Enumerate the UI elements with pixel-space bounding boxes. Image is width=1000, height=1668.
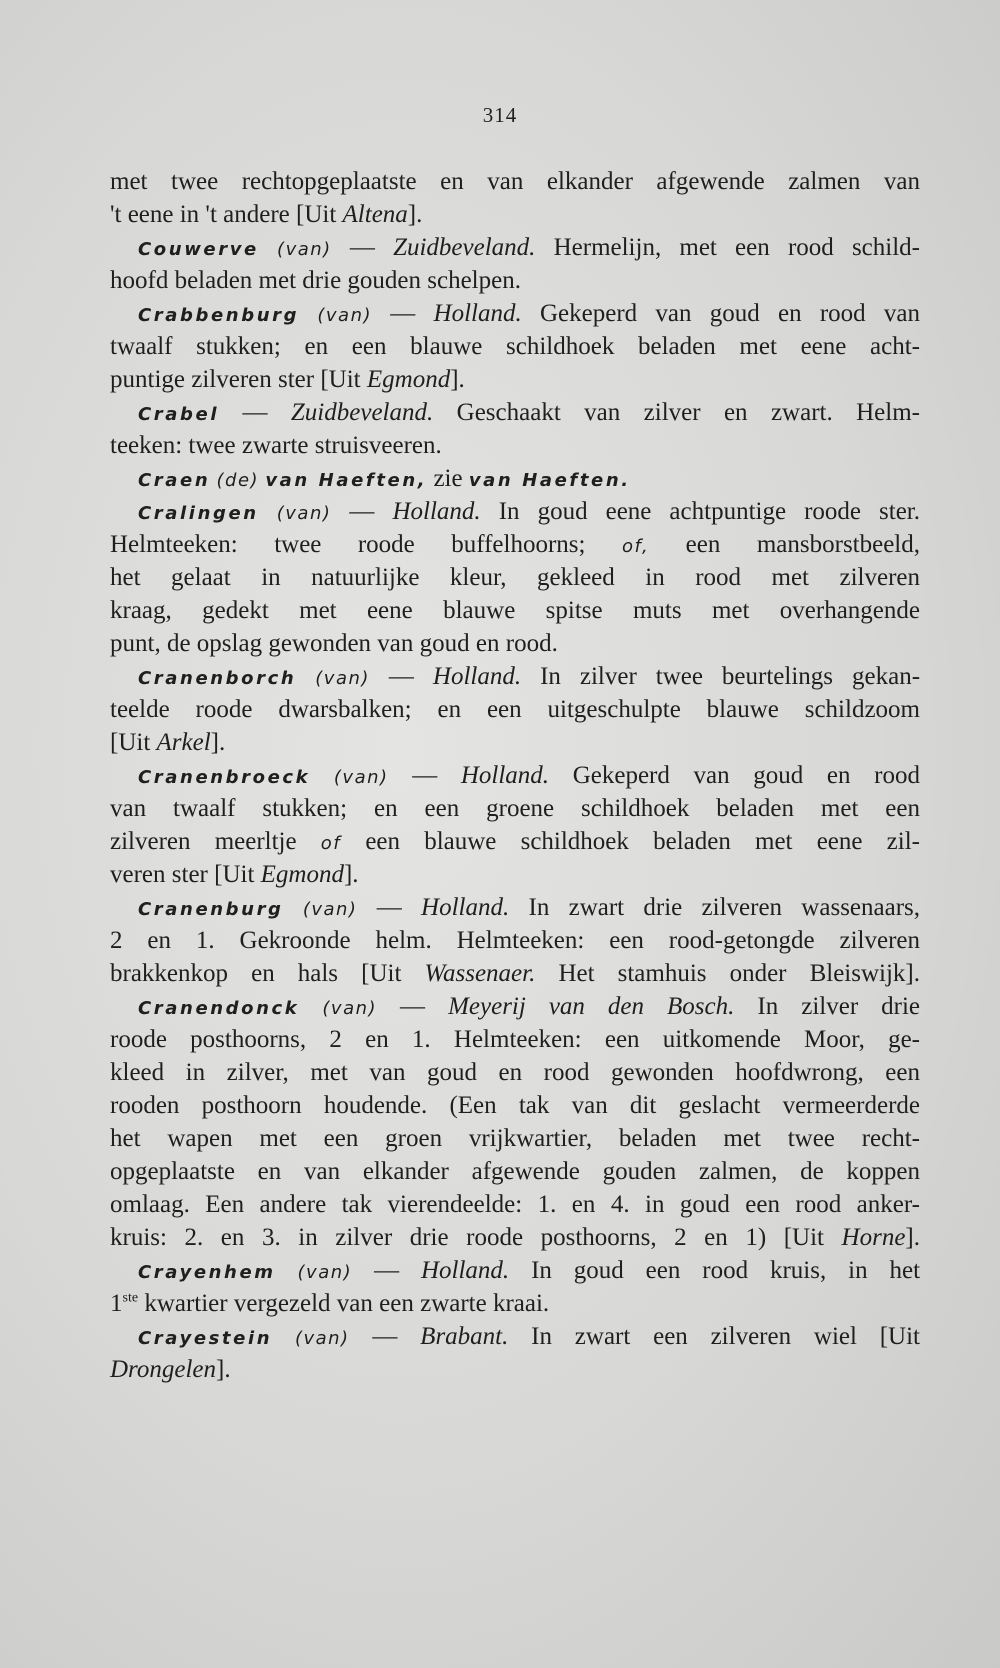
dash: — [369, 663, 433, 690]
entry-particle: (van) [317, 305, 372, 326]
entry-heading: Cranenburg [138, 899, 284, 920]
entry-particle: (van) [294, 1328, 350, 1349]
text-run: een mansborstbeeld, [649, 531, 921, 558]
text-line [110, 429, 920, 462]
text-line [110, 165, 920, 198]
entry-particle: (van) [302, 899, 358, 920]
text-run: ]. [216, 1356, 231, 1383]
text-line [110, 594, 920, 627]
text-line [110, 726, 920, 759]
text-run: In goud een rood kruis, in het [509, 1257, 921, 1284]
entry-heading: Cranendonck [138, 998, 300, 1019]
entry-particle: (van) [277, 239, 332, 260]
text-line [110, 330, 920, 363]
entry-crabbenburg [110, 297, 920, 330]
text-run: twaalf stukken; en een blauwe schildhoek beladen met eene acht- [110, 333, 920, 360]
place-name: Holland. [420, 1257, 510, 1284]
text-run: In zilver drie [734, 993, 921, 1020]
place-name: Drongelen [110, 1356, 216, 1383]
text-run: Hermelijn, met een rood schild- [535, 234, 920, 261]
text-line [110, 264, 920, 297]
text-run: brakkenkop en hals [Uit [110, 960, 425, 987]
text-run: kraag, gedekt met eene blauwe spitse muts met overhangende [110, 597, 920, 624]
text-line [110, 1188, 920, 1221]
dash: — [352, 1257, 421, 1284]
page-text [110, 165, 920, 1386]
text-run: kleed in zilver, met van goud en rood gewonden hoofdwrong, een [110, 1059, 920, 1086]
place-name: Holland. [421, 894, 510, 921]
text-run: een blauwe schildhoek beladen met eene zil- [341, 828, 920, 855]
text-run: roode posthoorns, 2 en 1. Helmteeken: een uitkomende Moor, ge- [110, 1026, 920, 1053]
text-line [110, 693, 920, 726]
entry-particle: (van) [322, 998, 378, 1019]
text-run: teeken: twee zwarte struisveeren. [110, 432, 442, 459]
entry-particle: (van) [315, 668, 370, 689]
text-line [110, 561, 920, 594]
text-line [110, 528, 920, 561]
entry-heading: Cranenbroeck [138, 767, 311, 788]
text-line [110, 957, 920, 990]
text-line [110, 792, 920, 825]
text-line [110, 363, 920, 396]
text-run: opgeplaatste en van elkander afgewende gouden zalmen, de koppen [110, 1158, 920, 1185]
text-run: zie [427, 465, 469, 492]
place-name: Arkel [156, 729, 211, 756]
text-line [110, 1023, 920, 1056]
text-run: Geschaakt van zilver en zwart. Helm- [433, 399, 920, 426]
dash: — [357, 894, 422, 921]
superscript: ste [122, 1290, 139, 1306]
place-name: Holland. [432, 663, 522, 690]
text-run: Het stamhuis onder Bleiswijk]. [535, 960, 920, 987]
text-run: In zilver twee beurtelings gekan- [521, 663, 921, 690]
text-run: 2 en 1. Gekroonde helm. Helmteeken: een rood-getongde zilveren [110, 927, 920, 954]
alternative-marker: of [320, 833, 342, 854]
text-run: Gekeperd van goud en rood van [521, 300, 921, 327]
text-line [110, 1155, 920, 1188]
alternative-marker: of, [621, 536, 650, 557]
text-line [110, 1353, 920, 1386]
text-run: ]. [210, 729, 226, 756]
text-run: Gekeperd van goud en rood [549, 762, 921, 789]
text-run: 1 [110, 1290, 123, 1317]
text-run: 't eene in 't andere [Uit [110, 201, 343, 228]
text-run: het wapen met een groen vrijkwartier, beladen met twee recht- [110, 1125, 920, 1152]
entry-heading: Crabel [138, 404, 220, 425]
place-name: Holland. [460, 762, 550, 789]
text-run: omlaag. Een andere tak vierendeelde: 1. en 4. in goud een rood anker- [110, 1191, 920, 1218]
entry-heading: Cralingen [138, 503, 259, 524]
entry-cranenbroeck [110, 759, 920, 792]
place-name: Zuidbeveland. [393, 234, 536, 261]
place-name: Zuidbeveland. [290, 399, 434, 426]
text-line [110, 1056, 920, 1089]
dash: — [372, 300, 434, 327]
entry-heading: van Haeften, [265, 470, 428, 491]
text-line [110, 924, 920, 957]
text-run: rooden posthoorn houdende. (Een tak van dit geslacht vermeerderde [110, 1092, 920, 1119]
place-name: Horne [841, 1224, 906, 1251]
text-run: veren ster [Uit [110, 861, 261, 888]
place-name: Holland. [433, 300, 522, 327]
entry-heading: Craen [138, 470, 211, 491]
text-run: puntige zilveren ster [Uit [110, 366, 367, 393]
text-run: In zwart een zilveren wiel [Uit [508, 1323, 920, 1350]
text-run: In goud eene achtpuntige roode ster. [480, 498, 921, 525]
text-run: ]. [450, 366, 465, 393]
place-name: Holland. [392, 498, 481, 525]
entry-cralingen [110, 495, 920, 528]
text-line [110, 825, 920, 858]
text-run: ]. [407, 201, 423, 228]
entry-cranenborch [110, 660, 920, 693]
text-run: Helmteeken: twee roode buffelhoorns; [110, 531, 622, 558]
entry-crabel [110, 396, 920, 429]
text-run: kruis: 2. en 3. in zilver drie roode posthoorns, 2 en 1) [Uit [110, 1224, 842, 1251]
text-run: het gelaat in natuurlijke kleur, gekleed in rood met zilveren [110, 564, 920, 591]
text-line [110, 858, 920, 891]
text-run: [Uit [110, 729, 157, 756]
entry-crayenhem [110, 1254, 920, 1287]
entry-particle: (de) [216, 470, 260, 491]
place-name: Altena [342, 201, 408, 228]
text-run: zilveren meerltje [110, 828, 321, 855]
dash: — [219, 399, 291, 426]
place-name: Meyerij van den Bosch. [448, 993, 735, 1020]
dash: — [377, 993, 449, 1020]
page-number: 314 [482, 103, 518, 127]
entry-heading: Crayestein [138, 1328, 273, 1349]
text-run: ]. [905, 1224, 920, 1251]
dash: — [331, 234, 394, 261]
text-line [110, 1089, 920, 1122]
text-run: ]. [343, 861, 359, 888]
text-run: met twee rechtopgeplaatste en van elkander afgewende zalmen van [110, 168, 920, 195]
text-line [110, 1221, 920, 1254]
entry-cranenburg [110, 891, 920, 924]
place-name: Wassenaer. [424, 960, 536, 987]
entry-particle: (van) [276, 503, 332, 524]
text-run: punt, de opslag gewonden van goud en rood. [110, 630, 558, 657]
entry-heading: Couwerve [138, 239, 259, 260]
text-line [110, 1287, 920, 1320]
entry-couwerve [110, 231, 920, 264]
text-line [110, 627, 920, 660]
dash: — [331, 498, 393, 525]
dash: — [388, 762, 461, 789]
text-run: hoofd beladen met drie gouden schelpen. [110, 267, 521, 294]
entry-particle: (van) [297, 1262, 353, 1283]
entry-heading: Crabbenburg [138, 305, 300, 326]
place-name: Egmond [260, 861, 344, 888]
text-run: teelde roode dwarsbalken; en een uitgeschulpte blauwe schildzoom [110, 696, 920, 723]
entry-heading: Cranenborch [138, 668, 297, 689]
place-name: Egmond [366, 366, 451, 393]
entry-particle: (van) [333, 767, 389, 788]
place-name: Brabant. [420, 1323, 509, 1350]
dash: — [349, 1323, 421, 1350]
text-run: van twaalf stukken; en een groene schildhoek beladen met een [110, 795, 920, 822]
entry-craen [110, 462, 920, 495]
cross-reference: van Haeften. [468, 470, 631, 491]
entry-heading: Crayenhem [138, 1262, 276, 1283]
text-line [110, 1122, 920, 1155]
text-line [110, 198, 920, 231]
entry-cranendonck [110, 990, 920, 1023]
text-run: In zwart drie zilveren wassenaars, [509, 894, 921, 921]
entry-crayestein [110, 1320, 920, 1353]
text-run: kwartier vergezeld van een zwarte kraai. [138, 1290, 550, 1317]
